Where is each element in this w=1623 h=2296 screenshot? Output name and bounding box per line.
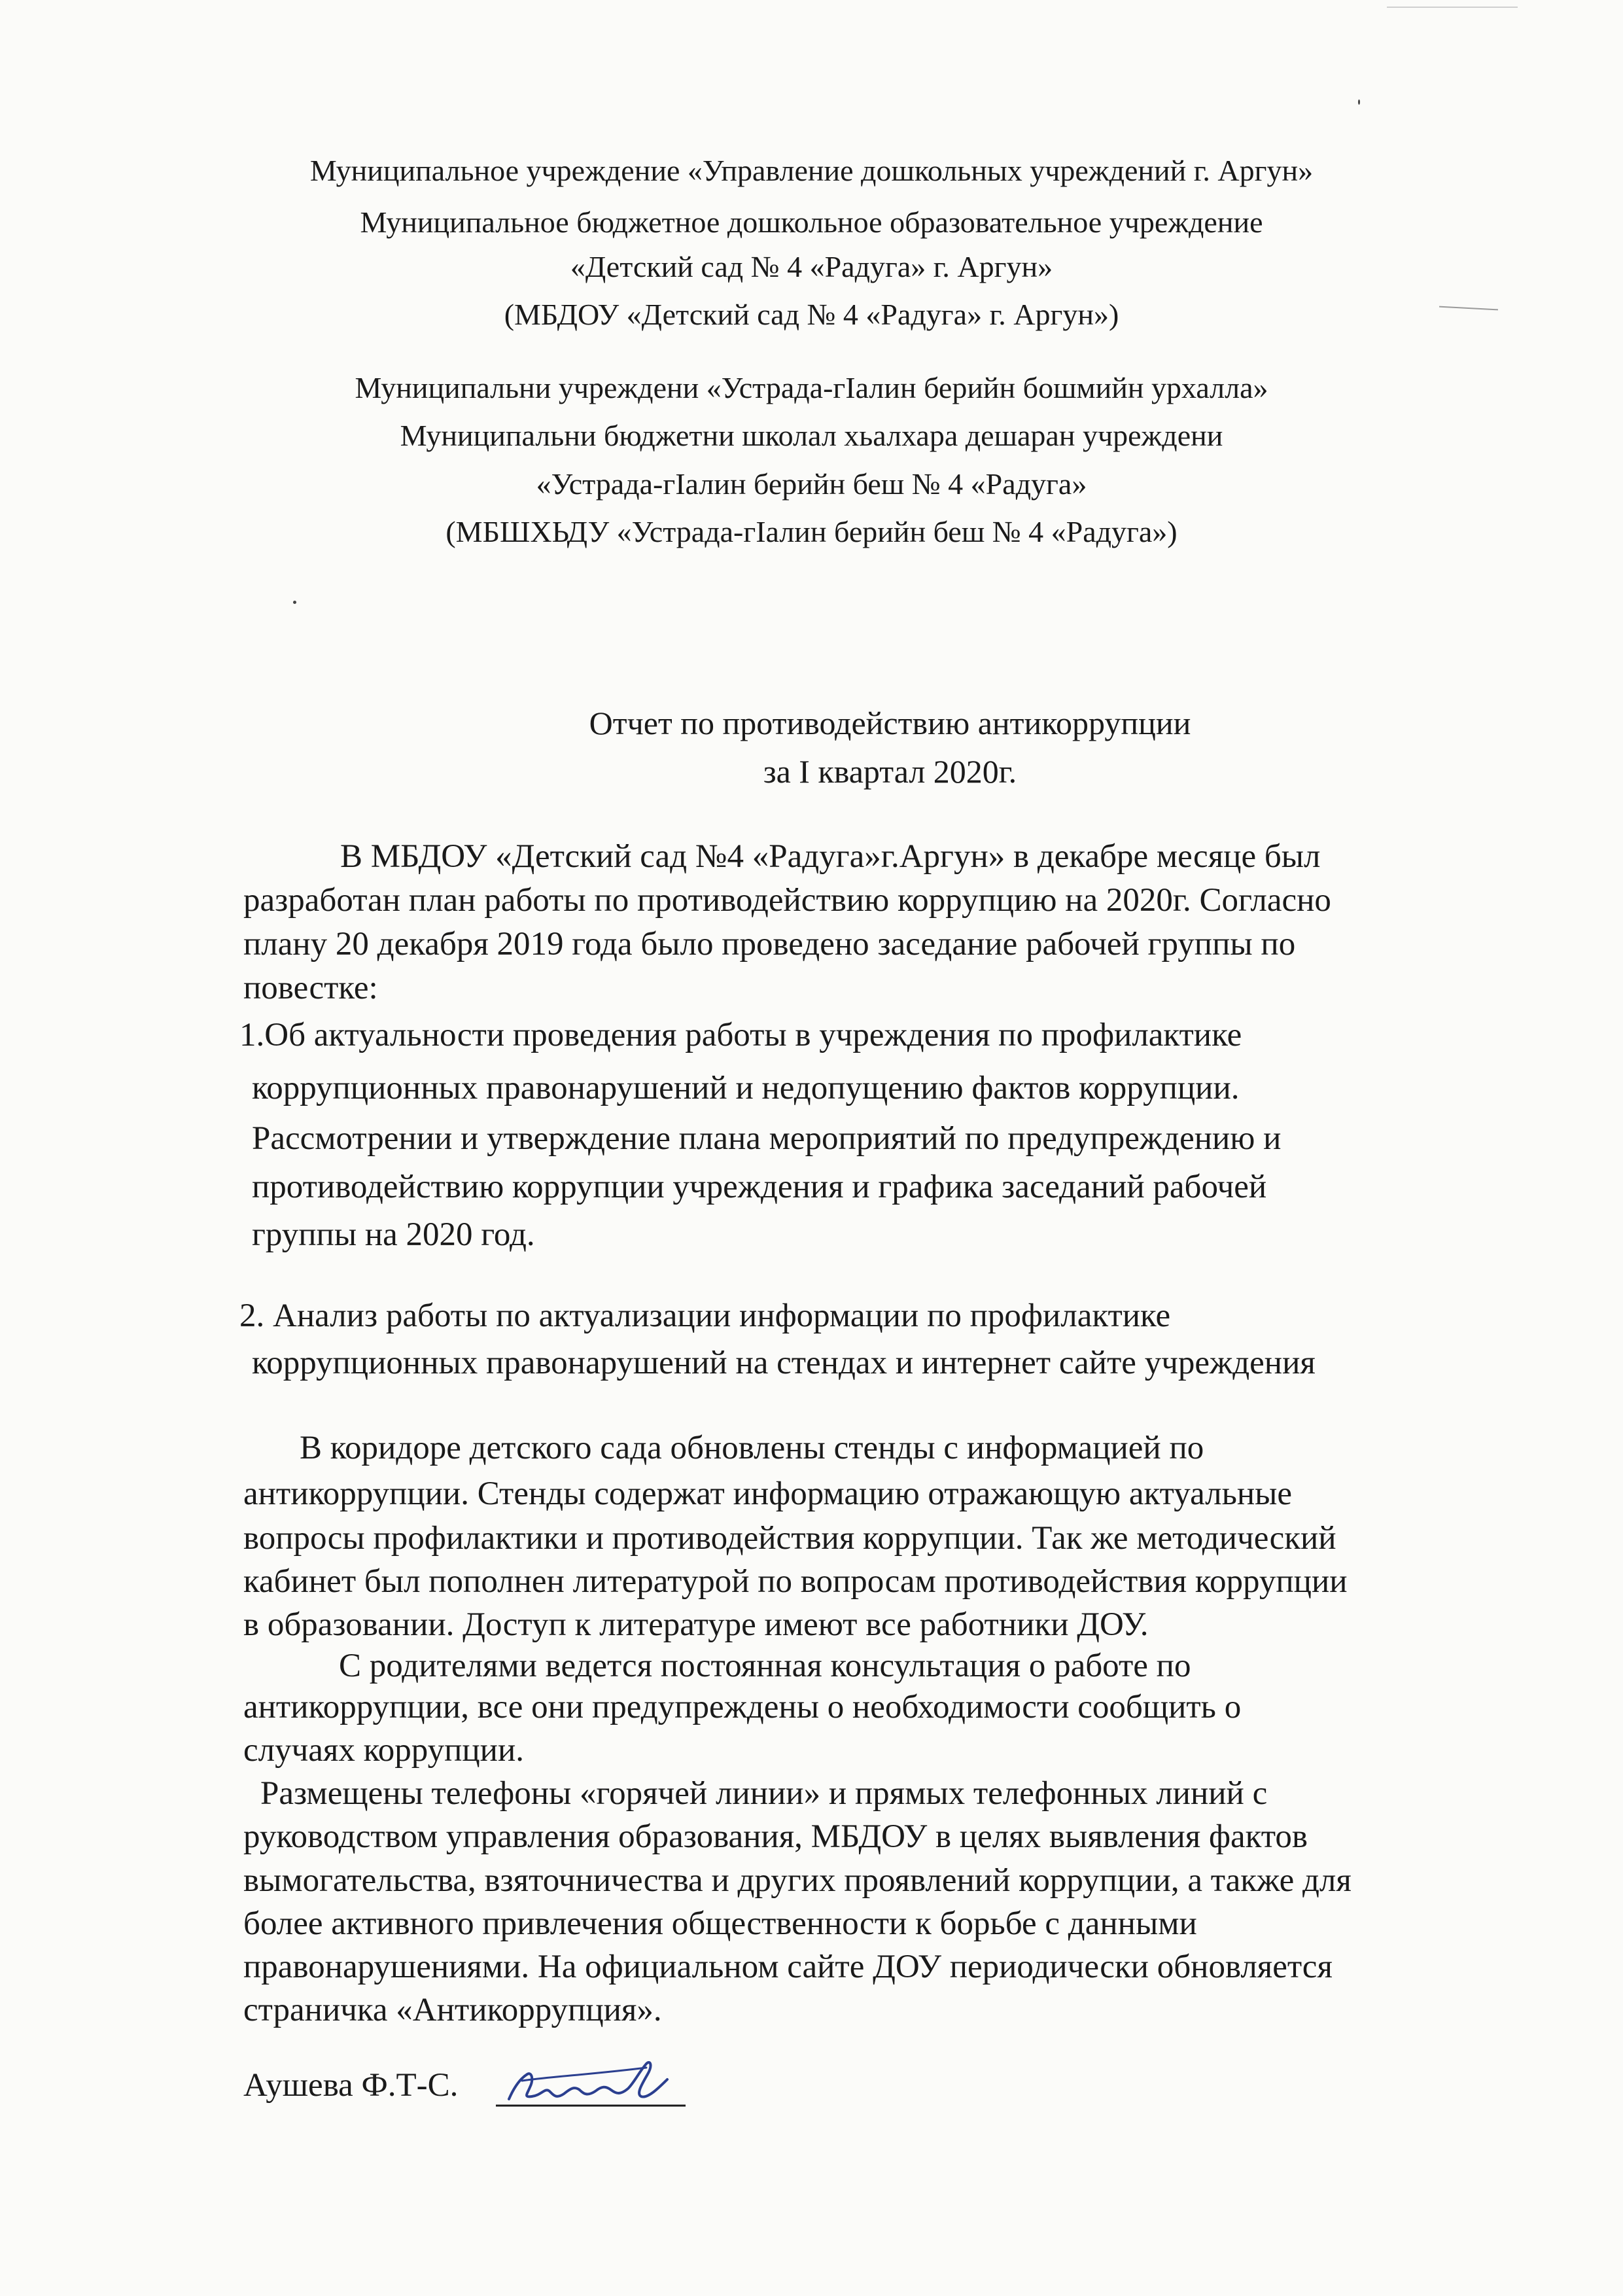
- header-line-4: (МБДОУ «Детский сад № 4 «Радуга» г. Аргун»): [504, 298, 1119, 331]
- paragraph-line: плану 20 декабря 2019 года было проведено заседание рабочей группы по: [243, 926, 1296, 963]
- paragraph-line: страничка «Антикоррупция».: [243, 1992, 662, 2028]
- paragraph-line: Рассмотрении и утверждение плана мероприятий по предупреждению и: [252, 1120, 1282, 1157]
- paragraph-line: руководством управления образования, МБДОУ в целях выявления фактов: [243, 1818, 1308, 1855]
- report-subtitle: за I квартал 2020г.: [763, 753, 1017, 790]
- paragraph-line: В МБДОУ «Детский сад №4 «Радуга»г.Аргун» в декабре месяце был: [340, 838, 1321, 875]
- paragraph-line: случаях коррупции.: [243, 1732, 525, 1769]
- paragraph-line: более активного привлечения общественности к борьбе с данными: [243, 1905, 1197, 1942]
- paragraph-line: разработан план работы по противодействию коррупцию на 2020г. Согласно: [243, 882, 1331, 919]
- paragraph-line: С родителями ведется постоянная консультация о работе по: [339, 1648, 1191, 1684]
- scan-artifact: [1387, 7, 1518, 8]
- paragraph-line: антикоррупции, все они предупреждены о необходимости сообщить о: [243, 1689, 1242, 1725]
- paragraph-line: повестке:: [243, 970, 378, 1006]
- header-line-3: «Детский сад № 4 «Радуга» г. Аргун»: [570, 250, 1053, 283]
- scan-dot: [293, 601, 296, 604]
- header-line-2: Муниципальное бюджетное дошкольное образовательное учреждение: [360, 205, 1263, 239]
- agenda-item-2: 2. Анализ работы по актуализации информации по профилактике: [239, 1298, 1171, 1334]
- paragraph-line: антикоррупции. Стенды содержат информацию отражающую актуальные: [243, 1475, 1293, 1512]
- paragraph-line: правонарушениями. На официальном сайте ДОУ периодически обновляется: [243, 1949, 1333, 1985]
- paragraph-line: противодействию коррупции учреждения и графика заседаний рабочей: [252, 1169, 1267, 1205]
- signatory-name: Аушева Ф.Т-С.: [243, 2067, 459, 2104]
- paragraph-line: В коридоре детского сада обновлены стенды с информацией по: [300, 1430, 1204, 1466]
- paragraph-line: в образовании. Доступ к литературе имеют все работники ДОУ.: [243, 1606, 1149, 1643]
- report-title: Отчет по противодействию антикоррупции: [589, 705, 1191, 741]
- paragraph-line: вымогательства, взяточничества и других проявлений коррупции, а также для: [243, 1862, 1352, 1899]
- scan-dot: [1358, 99, 1360, 105]
- paragraph-line: коррупционных правонарушений на стендах и интернет сайте учреждения: [252, 1345, 1316, 1381]
- handwritten-signature: [496, 2048, 692, 2120]
- chechen-header-line-2: Муниципальни бюджетни школал хьалхара дешаран учреждени: [400, 419, 1223, 452]
- paragraph-line: кабинет был пополнен литературой по вопросам противодействия коррупции: [243, 1563, 1348, 1600]
- header-line-1: Муниципальное учреждение «Управление дошкольных учреждений г. Аргун»: [309, 154, 1314, 187]
- paragraph-line: Размещены телефоны «горячей линии» и прямых телефонных линий с: [260, 1775, 1268, 1812]
- paragraph-line: коррупционных правонарушений и недопущению фактов коррупции.: [252, 1070, 1240, 1106]
- chechen-header-line-3: «Устрада-гIалин берийн беш № 4 «Радуга»: [536, 467, 1087, 501]
- paragraph-line: вопросы профилактики и противодействия коррупции. Так же методический: [243, 1520, 1336, 1557]
- agenda-item-1: 1.Об актуальности проведения работы в учреждения по профилактике: [239, 1017, 1242, 1053]
- chechen-header-line-4: (МБШХЬДУ «Устрада-гIалин берийн беш № 4 «Радуга»): [445, 515, 1178, 548]
- chechen-header-line-1: Муниципальни учреждени «Устрада-гIалин берийн бошмийн урхалла»: [355, 371, 1268, 404]
- paragraph-line: группы на 2020 год.: [252, 1216, 535, 1253]
